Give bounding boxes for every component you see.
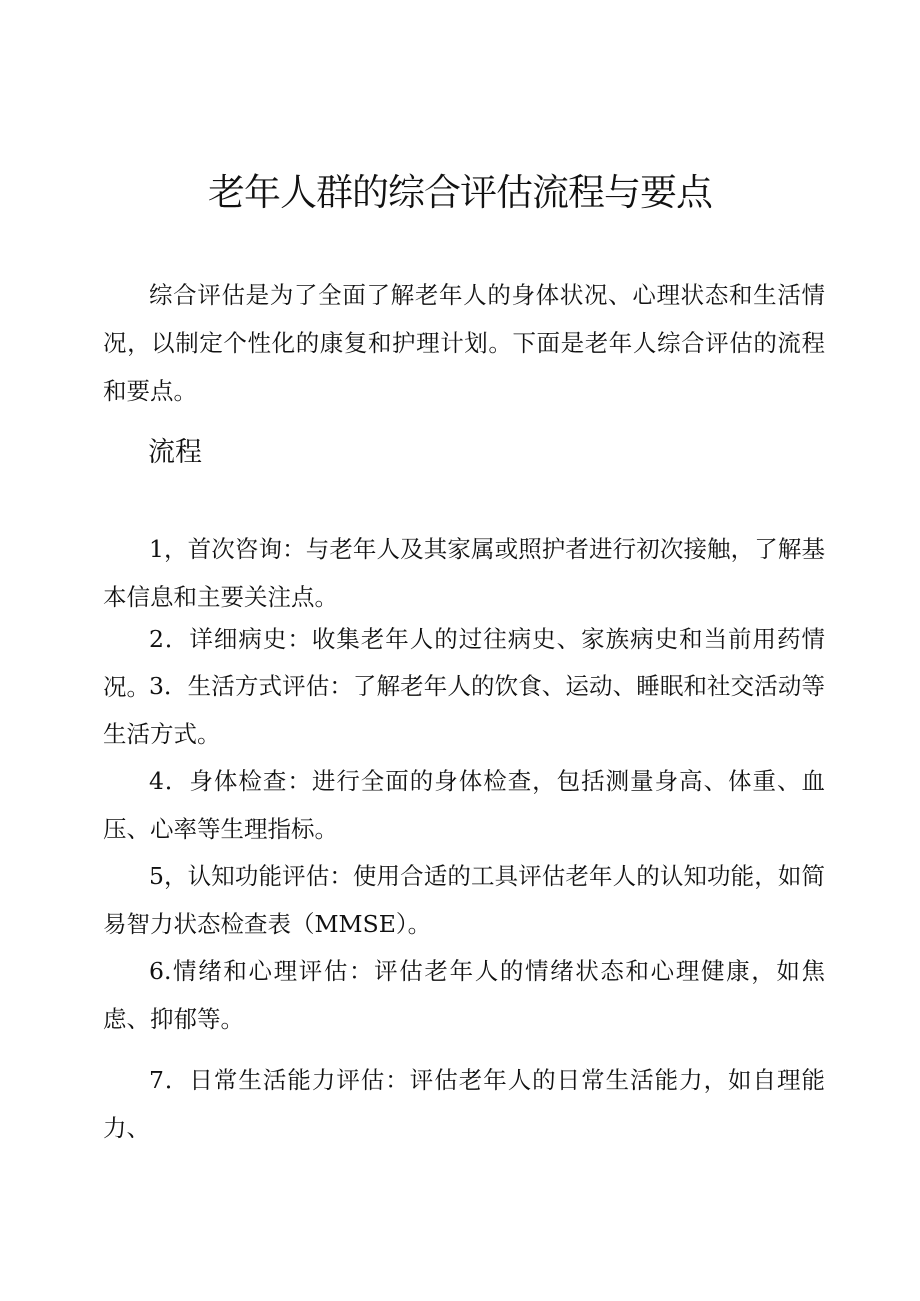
list-item: 2．详细病史：收集老年人的过往病史、家族病史和当前用药情况。 (103, 625, 825, 701)
list-item: 6.情绪和心理评估：评估老年人的情绪状态和心理健康，如焦虑、抑郁等。 (103, 957, 825, 1033)
list-item: 1，首次咨询：与老年人及其家属或照护者进行初次接触，了解基本信息和主要关注点。 (103, 535, 825, 611)
list-item: 3．生活方式评估：了解老年人的饮食、运动、睡眠和社交活动等生活方式。 (103, 672, 825, 748)
list-item: 7．日常生活能力评估：评估老年人的日常生活能力，如自理能力、 (103, 1066, 825, 1142)
list-item: 4．身体检查：进行全面的身体检查，包括测量身高、体重、血压、心率等生理指标。 (103, 767, 825, 843)
list-item: 5，认知功能评估：使用合适的工具评估老年人的认知功能，如简易智力状态检查表（MMSE）。 (103, 862, 825, 938)
document-title: 老年人群的综合评估流程与要点 (208, 171, 712, 214)
intro-paragraph: 综合评估是为了全面了解老年人的身体状况、心理状态和生活情况，以制定个性化的康复和护理计划。下面是老年人综合评估的流程和要点。 (103, 281, 825, 405)
section-heading: 流程 (148, 437, 202, 468)
